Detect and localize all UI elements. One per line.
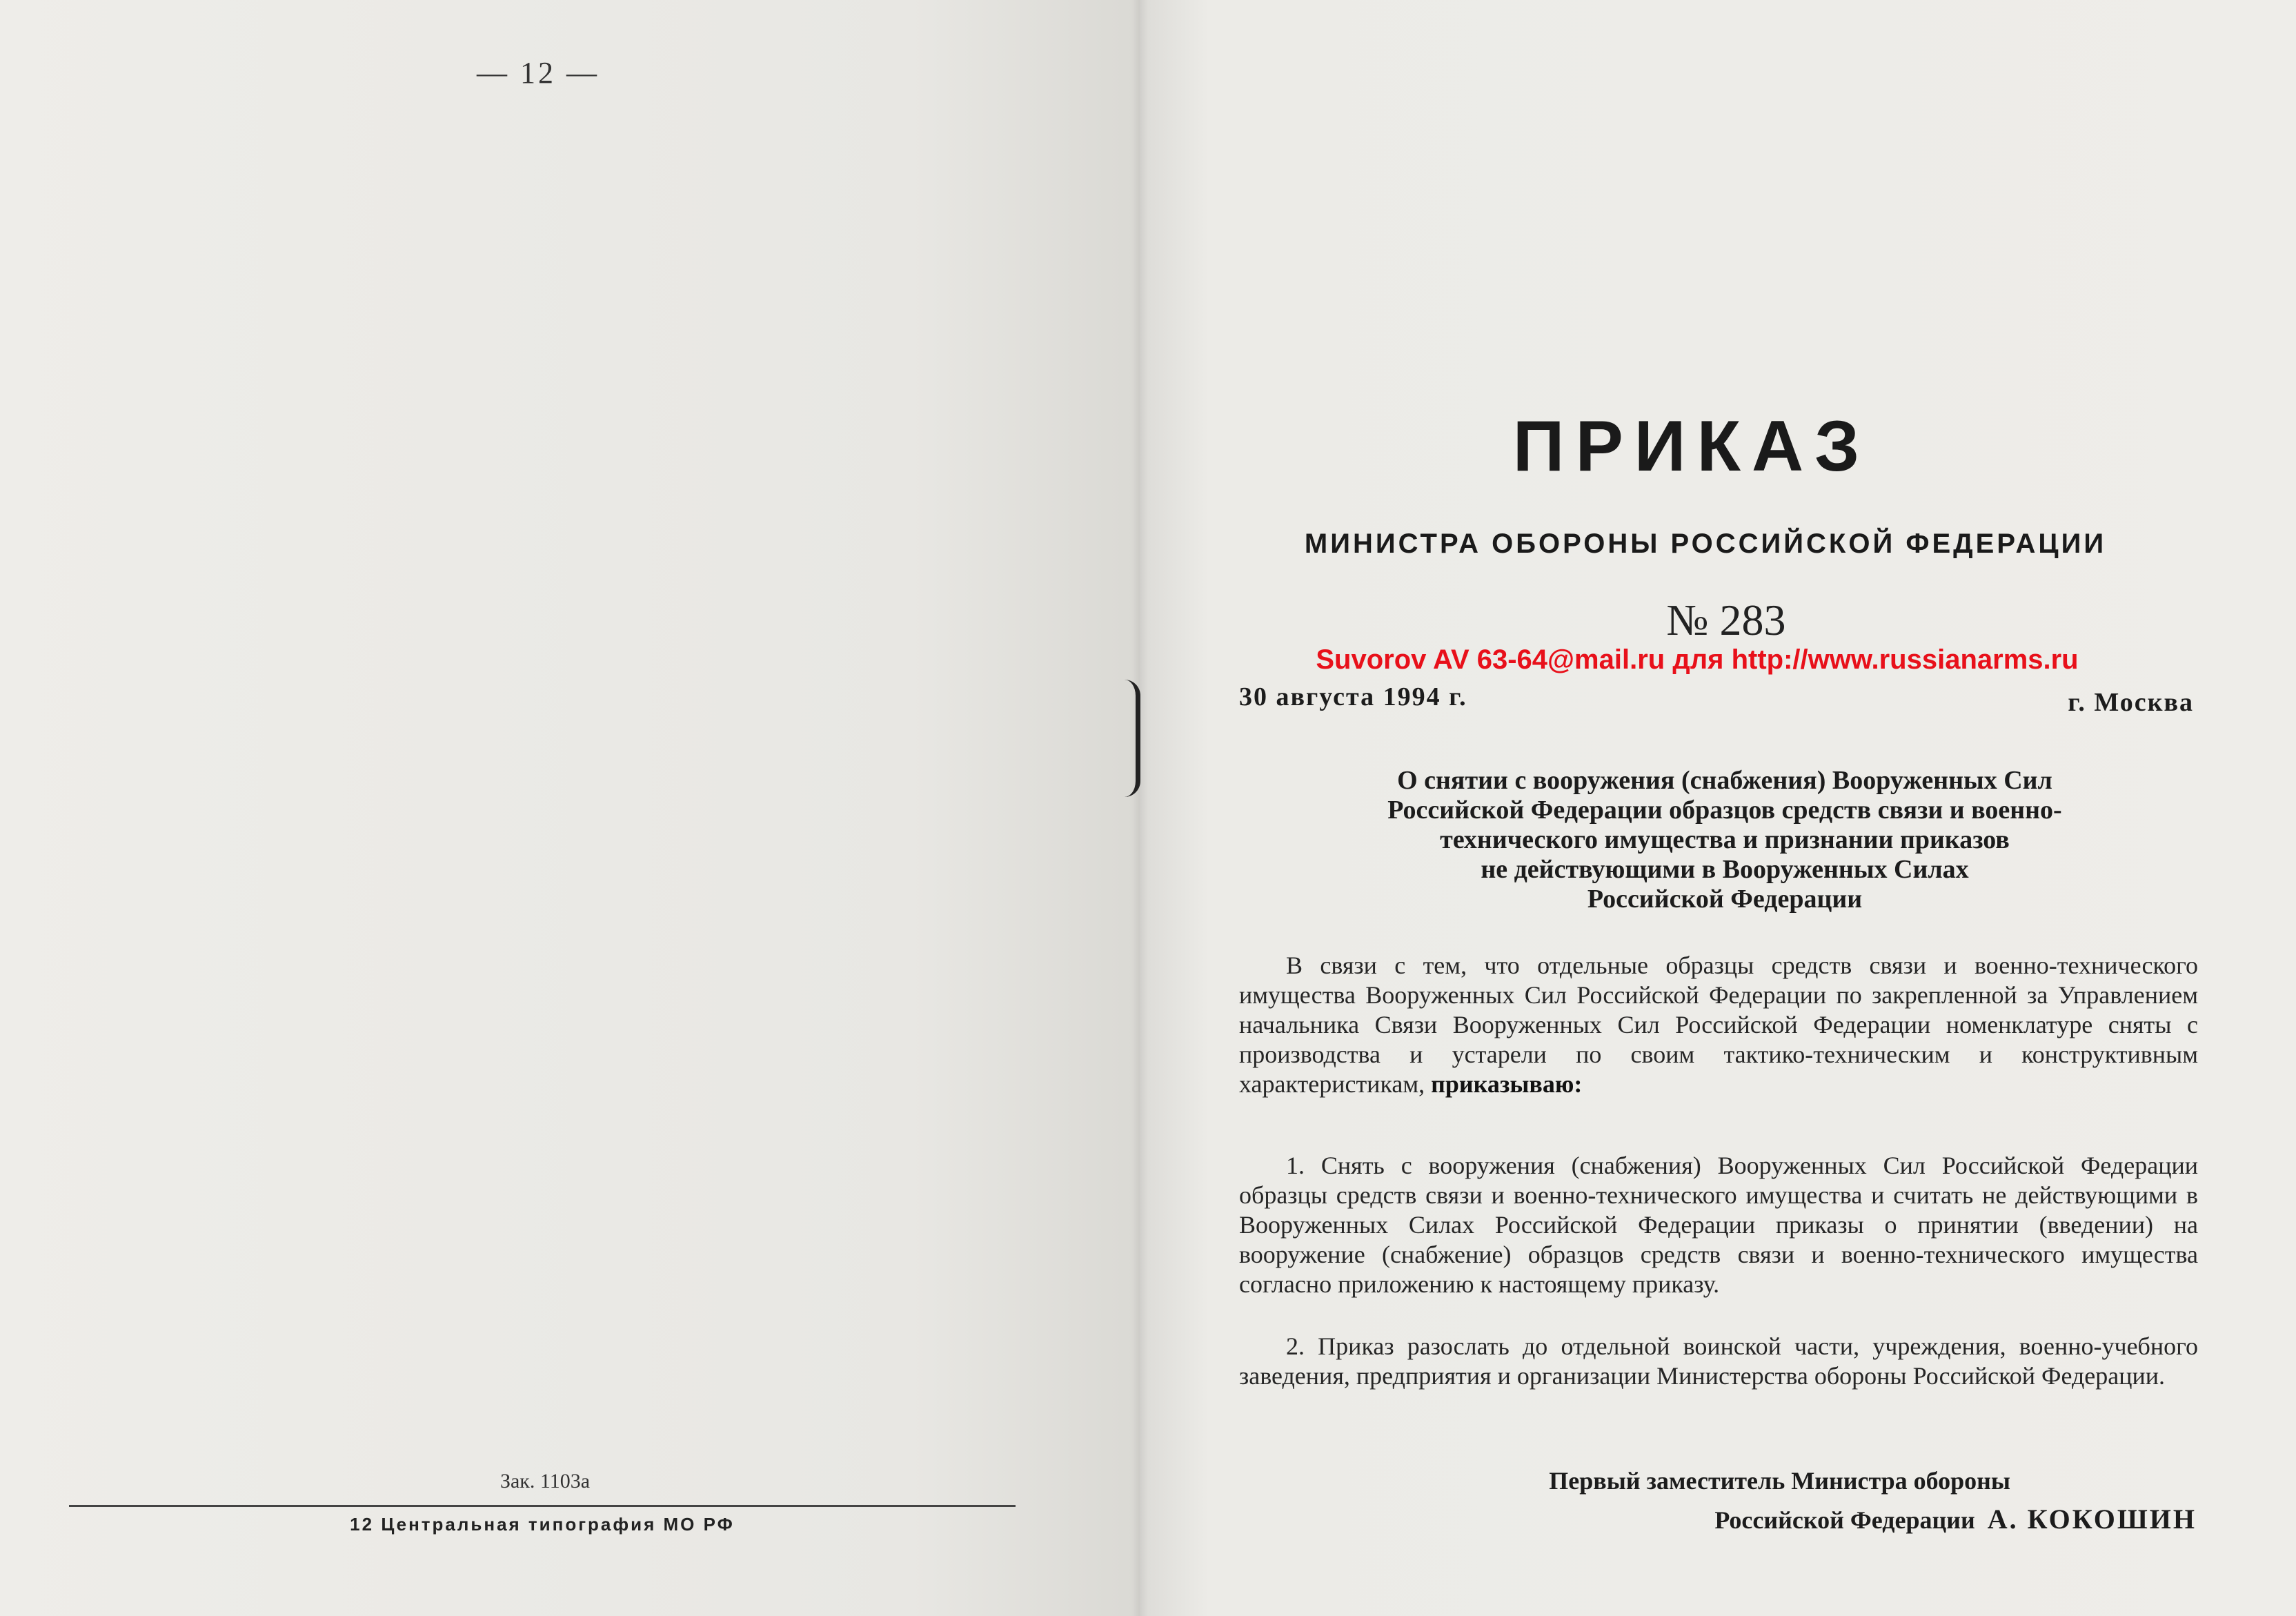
intro-text: В связи с тем, что отдельные образцы средств связи и военно-технического имущества Вооруженных Сил Российской Федерации по закрепленной за Управлением начальника Связи Вооруженных Сил Российской Федерации номенклатуре сняты с производства и устарели по своим тактико-техническим и конструктивным характеристикам, — [1239, 952, 2198, 1098]
page-number: — 12 — — [477, 56, 600, 90]
order-item-1: 1. Снять с вооружения (снабжения) Вооруженных Сил Российской Федерации образцы средств связи и военно-технического имущества и считать не действующими в Вооруженных Силах Российской Федерации приказы о принятии (введении) на вооружение (снабжение) образцов средств связи и военно-технического имущества согласно приложению к настоящему приказу. — [1239, 1152, 2198, 1298]
book-spine — [1131, 0, 1148, 1616]
intro-paragraph — [1239, 951, 2198, 1099]
signature-block — [1380, 1461, 2197, 1539]
signature-line — [1380, 1500, 2197, 1539]
signature-position-cont: Российской Федерации — [1714, 1506, 1975, 1534]
subject-line: О снятии с вооружения (снабжения) Вооруженных Сил — [1397, 766, 2052, 795]
document-number: № 283 — [1666, 595, 1786, 644]
signature-position: Первый заместитель Министра обороны — [1549, 1467, 2010, 1495]
left-page — [0, 0, 1140, 1616]
subject-line: не действующими в Вооруженных Силах — [1481, 855, 1969, 884]
binding-mark — [1125, 680, 1140, 797]
print-order-number: Зак. 1103а — [499, 1470, 591, 1492]
source-watermark: Suvorov AV 63-64@mail.ru для http://www.russianarms.ru — [1316, 644, 2079, 675]
document-place: г. Москва — [2068, 688, 2194, 717]
subject-line: Российской Федерации — [1587, 885, 1863, 914]
document-subject — [1297, 766, 2152, 914]
imprint-divider — [69, 1505, 1016, 1507]
document-date: 30 августа 1994 г. — [1239, 682, 1467, 711]
document-issuer: МИНИСТРА ОБОРОНЫ РОССИЙСКОЙ ФЕДЕРАЦИИ — [1304, 529, 2107, 559]
subject-line: Российской Федерации образцов средств связи и военно- — [1387, 796, 2062, 825]
document-title: ПРИКАЗ — [1512, 406, 1871, 486]
subject-line: технического имущества и признании приказов — [1440, 825, 2010, 854]
printer-imprint: 12 Центральная типография МО РФ — [350, 1514, 735, 1535]
signatory-name: А. КОКОШИН — [1987, 1504, 2197, 1535]
intro-emphasis: приказываю: — [1431, 1070, 1583, 1098]
order-item-2: 2. Приказ разослать до отдельной воинской части, учреждения, военно-учебного заведения, предприятия и организации Министерства обороны Российской Федерации. — [1239, 1332, 2198, 1390]
